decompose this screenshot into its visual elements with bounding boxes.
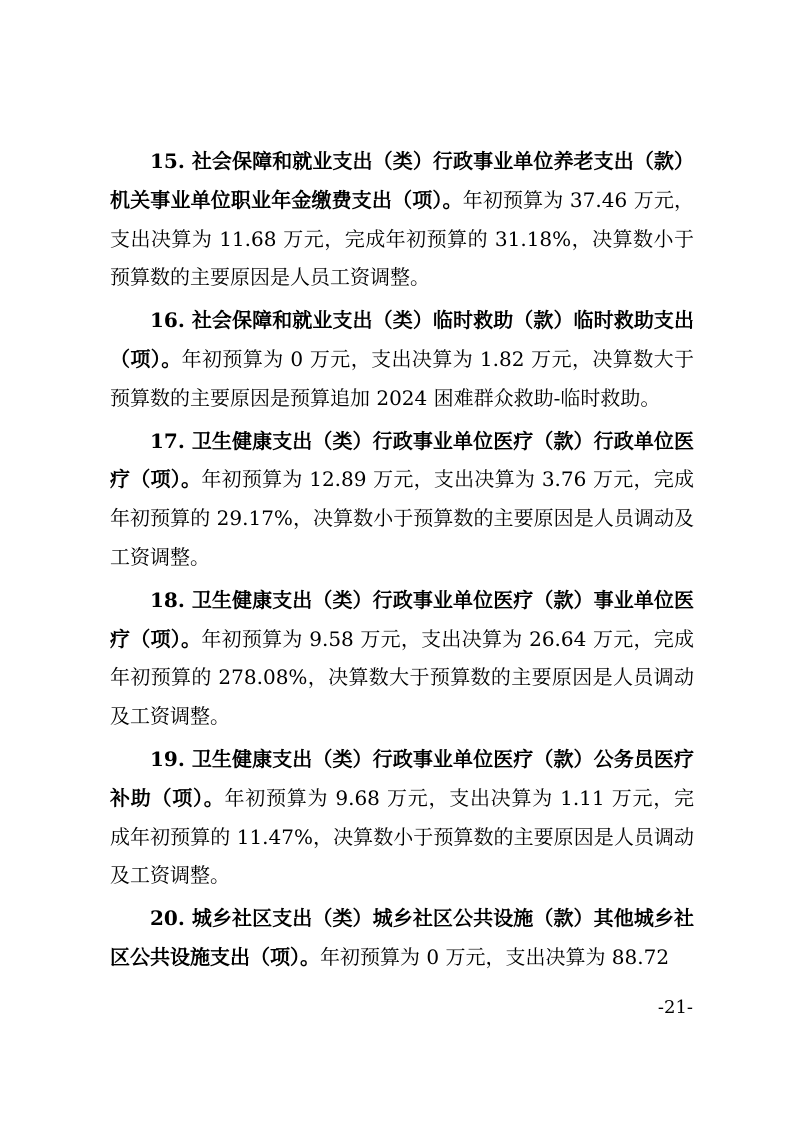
- paragraph-17: [110, 422, 694, 577]
- paragraph-19: [110, 740, 694, 895]
- paragraph-text: 年初预算为 12.89 万元，支出决算为 3.76 万元，完成年初预算的 29.17%，决算数小于预算数的主要原因是人员调动及工资调整。: [110, 467, 695, 569]
- paragraph-text: 年初预算为 0 万元，支出决算为 88.72: [320, 944, 670, 969]
- paragraph-text: 年初预算为 9.58 万元，支出决算为 26.64 万元，完成年初预算的 278.08%，决算数大于预算数的主要原因是人员调动及工资调整。: [110, 626, 695, 729]
- paragraph-heading: 20. 城乡社区支出（类）城乡社区公共设施（款）其他城乡社区公共设施支出（项）。: [110, 906, 694, 969]
- paragraph-heading: 17. 卫生健康支出（类）行政事业单位医疗（款）行政单位医疗（项）。: [110, 428, 694, 492]
- paragraph-text: 年初预算为 37.46 万元，支出决算为 11.68 万元，完成年初预算的 31.18%，决算数小于预算数的主要原因是人员工资调整。: [110, 187, 694, 290]
- paragraph-heading: 19. 卫生健康支出（类）行政事业单位医疗（款）公务员医疗补助（项）。: [110, 746, 694, 810]
- paragraph-text: 年初预算为 9.68 万元，支出决算为 1.11 万元，完成年初预算的 11.47%，决算数小于预算数的主要原因是人员调动及工资调整。: [110, 785, 694, 888]
- paragraph-18: [110, 581, 694, 736]
- paragraph-16: [110, 301, 694, 417]
- paragraph-text: 年初预算为 0 万元，支出决算为 1.82 万元，决算数大于预算数的主要原因是预算追加 2024 困难群众救助-临时救助。: [110, 346, 695, 410]
- page-number: -21-: [657, 997, 693, 1018]
- paragraph-heading: 15. 社会保障和就业支出（类）行政事业单位养老支出（款）机关事业单位职业年金缴费支出（项）。: [110, 149, 694, 212]
- paragraph-20: [110, 899, 694, 977]
- paragraph-heading: 16. 社会保障和就业支出（类）临时救助（款）临时救助支出（项）。: [110, 308, 694, 371]
- document-body: [110, 142, 694, 981]
- paragraph-15: [110, 142, 694, 297]
- paragraph-heading: 18. 卫生健康支出（类）行政事业单位医疗（款）事业单位医疗（项）。: [110, 587, 694, 651]
